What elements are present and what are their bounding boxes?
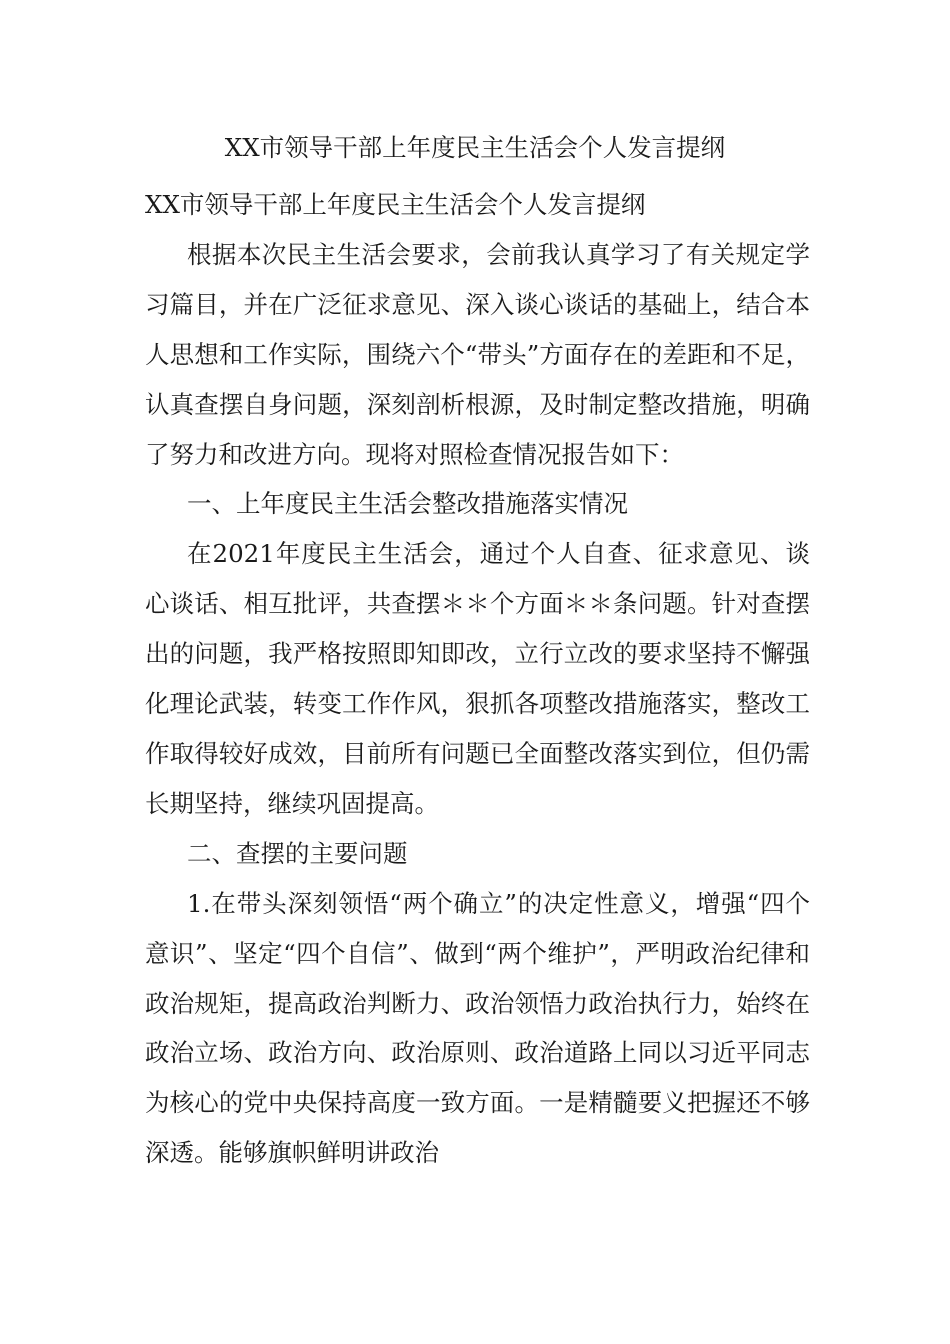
document-subtitle: XX市领导干部上年度民主生活会个人发言提纲	[145, 190, 646, 219]
section-1-paragraph: 在2021年度民主生活会，通过个人自查、征求意见、谈心谈话、相互批评，共查摆＊＊个方面＊＊条问题。针对查摆出的问题，我严格按照即知即改，立行立改的要求坚持不懈强化理论武装，转变工作作风，狠抓各项整改措施落实，整改工作取得较好成效，目前所有问题已全面整改落实到位，但仍需长期坚持，继续巩固提高。	[145, 539, 810, 818]
section-1-heading: 一、上年度民主生活会整改措施落实情况	[187, 489, 628, 519]
section-2-item-1: 1.在带头深刻领悟“两个确立”的决定性意义，增强“四个意识”、坚定“四个自信”、做到“两个维护”，严明政治纪律和政治规矩，提高政治判断力、政治领悟力政治执行力，始终在政治立场、政治方向、政治原则、政治道路上同以习近平同志为核心的党中央保持高度一致方面。一是精髓要义把握还不够深透。能够旗帜鲜明讲政治	[145, 888, 810, 1168]
section-2-heading: 二、查摆的主要问题	[187, 838, 408, 868]
document-body	[145, 180, 810, 1178]
document-title: XX市领导干部上年度民主生活会个人发言提纲	[224, 133, 726, 162]
intro-paragraph: 根据本次民主生活会要求，会前我认真学习了有关规定学习篇目，并在广泛征求意见、深入谈心谈话的基础上，结合本人思想和工作实际，围绕六个“带头”方面存在的差距和不足，认真查摆自身问题，深刻剖析根源，及时制定整改措施，明确了努力和改进方向。现将对照检查情况报告如下：	[145, 239, 810, 469]
